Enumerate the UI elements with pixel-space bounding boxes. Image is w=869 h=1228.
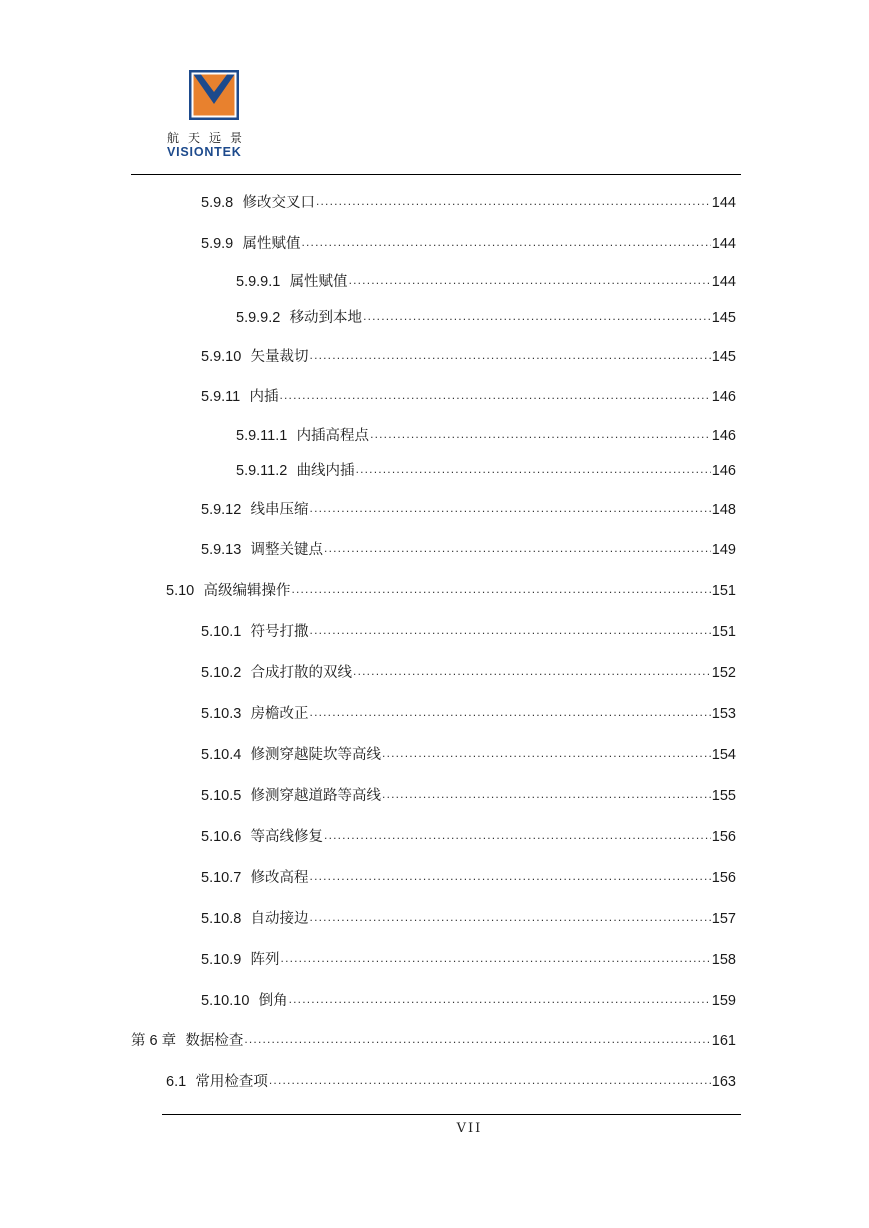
toc-dot-leader [310, 622, 711, 642]
toc-dot-leader [382, 745, 711, 765]
toc-page-number: 156 [711, 829, 736, 845]
toc-page-number: 153 [711, 706, 736, 722]
logo-english-name: VISIONTEK [167, 145, 242, 159]
toc-section-title: 内插 [249, 389, 279, 405]
toc-entry[interactable] [201, 909, 736, 929]
toc-page-number: 146 [711, 463, 736, 479]
toc-entry[interactable] [236, 272, 736, 292]
toc-section-number: 5.9.11.2 [236, 463, 288, 479]
toc-entry[interactable] [201, 868, 736, 888]
toc-dot-leader [269, 1072, 711, 1092]
toc-page-number: 148 [711, 502, 736, 518]
toc-section-number: 5.10.2 [201, 665, 242, 681]
toc-page-number: 151 [711, 583, 736, 599]
toc-entry[interactable] [131, 1031, 736, 1051]
toc-entry[interactable] [201, 540, 736, 560]
toc-dot-leader [310, 347, 711, 367]
toc-section-number: 5.10.5 [201, 788, 242, 804]
toc-section-number: 第 6 章 [131, 1033, 177, 1049]
toc-dot-leader [349, 272, 711, 292]
toc-page-number: 146 [711, 428, 736, 444]
toc-entry[interactable] [201, 745, 736, 765]
toc-entry[interactable] [201, 347, 736, 367]
toc-entry-label [201, 827, 323, 847]
toc-section-title: 房檐改正 [250, 706, 309, 722]
toc-section-number: 5.9.11 [201, 389, 241, 405]
toc-entry-label [201, 500, 309, 520]
toc-section-title: 曲线内插 [296, 463, 355, 479]
toc-entry[interactable] [201, 827, 736, 847]
header-divider [131, 174, 741, 175]
toc-section-title: 修改高程 [250, 870, 309, 886]
toc-entry-label [201, 193, 315, 213]
toc-entry-label [166, 581, 290, 601]
toc-entry[interactable] [166, 1072, 736, 1092]
toc-entry-label [201, 234, 300, 254]
toc-page-number: 159 [711, 993, 736, 1009]
toc-entry-label [201, 991, 288, 1011]
toc-entry-label [166, 1072, 268, 1092]
toc-entry-label [201, 540, 323, 560]
toc-dot-leader [324, 827, 711, 847]
toc-entry[interactable] [201, 950, 736, 970]
toc-section-title: 倒角 [258, 993, 288, 1009]
toc-dot-leader [244, 1031, 710, 1051]
toc-section-title: 合成打散的双线 [250, 665, 353, 681]
visiontek-logo-icon [189, 70, 239, 120]
toc-entry-label [201, 868, 309, 888]
toc-entry[interactable] [236, 461, 736, 481]
company-logo [167, 68, 263, 160]
toc-entry[interactable] [201, 991, 736, 1011]
toc-dot-leader [310, 909, 711, 929]
toc-entry-label [131, 1031, 243, 1051]
toc-section-number: 5.9.12 [201, 502, 242, 518]
toc-section-title: 内插高程点 [296, 428, 370, 444]
toc-section-title: 矢量裁切 [250, 349, 309, 365]
toc-entry[interactable] [201, 704, 736, 724]
toc-section-title: 修测穿越道路等高线 [250, 788, 382, 804]
toc-page-number: 145 [711, 349, 736, 365]
toc-entry-label [201, 745, 381, 765]
toc-dot-leader [363, 308, 711, 328]
toc-section-number: 5.10 [166, 583, 195, 599]
toc-section-title: 属性赋值 [289, 274, 348, 290]
toc-section-title: 常用检查项 [195, 1074, 268, 1090]
toc-dot-leader [382, 786, 711, 806]
toc-entry-label [201, 704, 309, 724]
toc-dot-leader [279, 387, 710, 407]
toc-dot-leader [316, 193, 711, 213]
toc-section-title: 符号打撒 [250, 624, 309, 640]
toc-dot-leader [310, 868, 711, 888]
toc-section-number: 5.10.1 [201, 624, 242, 640]
toc-entry-label [201, 622, 309, 642]
toc-entry[interactable] [201, 622, 736, 642]
toc-page-number: 157 [711, 911, 736, 927]
toc-section-title: 修改交叉口 [242, 195, 315, 211]
toc-section-title: 线串压缩 [250, 502, 309, 518]
toc-page-number: 144 [711, 195, 736, 211]
toc-section-title: 自动接边 [250, 911, 309, 927]
toc-page-number: 163 [711, 1074, 736, 1090]
toc-section-number: 5.10.8 [201, 911, 242, 927]
toc-entry[interactable] [201, 663, 736, 683]
toc-entry-label [201, 663, 352, 683]
toc-entry-label [201, 909, 309, 929]
toc-section-title: 修测穿越陡坎等高线 [250, 747, 382, 763]
toc-entry[interactable] [201, 193, 736, 213]
toc-dot-leader [281, 950, 711, 970]
toc-section-number: 5.10.3 [201, 706, 242, 722]
toc-entry[interactable] [201, 500, 736, 520]
toc-entry[interactable] [166, 581, 736, 601]
toc-section-title: 属性赋值 [242, 236, 301, 252]
toc-section-number: 6.1 [166, 1074, 187, 1090]
toc-section-number: 5.10.9 [201, 952, 242, 968]
toc-dot-leader [310, 500, 711, 520]
toc-dot-leader [324, 540, 711, 560]
logo-chinese-name: 航天远景 [167, 131, 252, 145]
toc-entry-label [201, 786, 381, 806]
toc-page-number: 149 [711, 542, 736, 558]
toc-section-number: 5.9.10 [201, 349, 242, 365]
toc-dot-leader [289, 991, 711, 1011]
toc-section-title: 移动到本地 [289, 310, 363, 326]
toc-entry-label [236, 461, 355, 481]
toc-entry-label [236, 272, 348, 292]
toc-page-number: 144 [711, 274, 736, 290]
toc-entry-label [201, 347, 309, 367]
toc-dot-leader [353, 663, 711, 683]
toc-page-number: 144 [711, 236, 736, 252]
toc-section-number: 5.9.8 [201, 195, 234, 211]
toc-section-title: 高级编辑操作 [203, 583, 291, 599]
toc-page-number: 152 [711, 665, 736, 681]
toc-entry[interactable] [236, 426, 736, 446]
toc-section-number: 5.9.11.1 [236, 428, 288, 444]
footer-divider [162, 1114, 741, 1115]
toc-section-number: 5.9.13 [201, 542, 242, 558]
toc-section-number: 5.10.10 [201, 993, 250, 1009]
toc-section-title: 阵列 [250, 952, 280, 968]
toc-dot-leader [291, 581, 710, 601]
toc-page-number: 154 [711, 747, 736, 763]
toc-entry-label [236, 426, 369, 446]
toc-dot-leader [356, 461, 711, 481]
toc-section-number: 5.10.7 [201, 870, 242, 886]
toc-entry-label [236, 308, 362, 328]
toc-entry-label [201, 387, 278, 407]
page-number: VII [456, 1121, 483, 1136]
toc-section-number: 5.9.9.2 [236, 310, 281, 326]
toc-page-number: 158 [711, 952, 736, 968]
toc-dot-leader [370, 426, 711, 446]
toc-section-number: 5.9.9 [201, 236, 234, 252]
toc-page-number: 161 [711, 1033, 736, 1049]
toc-section-title: 数据检查 [185, 1033, 244, 1049]
toc-section-title: 调整关键点 [250, 542, 324, 558]
toc-page-number: 151 [711, 624, 736, 640]
toc-page-number: 156 [711, 870, 736, 886]
toc-section-title: 等高线修复 [250, 829, 324, 845]
toc-section-number: 5.10.6 [201, 829, 242, 845]
toc-entry[interactable] [201, 387, 736, 407]
toc-page-number: 146 [711, 389, 736, 405]
toc-entry-label [201, 950, 280, 970]
toc-page-number: 145 [711, 310, 736, 326]
toc-section-number: 5.10.4 [201, 747, 242, 763]
toc-entry[interactable] [201, 786, 736, 806]
toc-dot-leader [310, 704, 711, 724]
toc-dot-leader [301, 234, 710, 254]
toc-entry[interactable] [201, 234, 736, 254]
toc-page-number: 155 [711, 788, 736, 804]
toc-entry[interactable] [236, 308, 736, 328]
toc-section-number: 5.9.9.1 [236, 274, 281, 290]
